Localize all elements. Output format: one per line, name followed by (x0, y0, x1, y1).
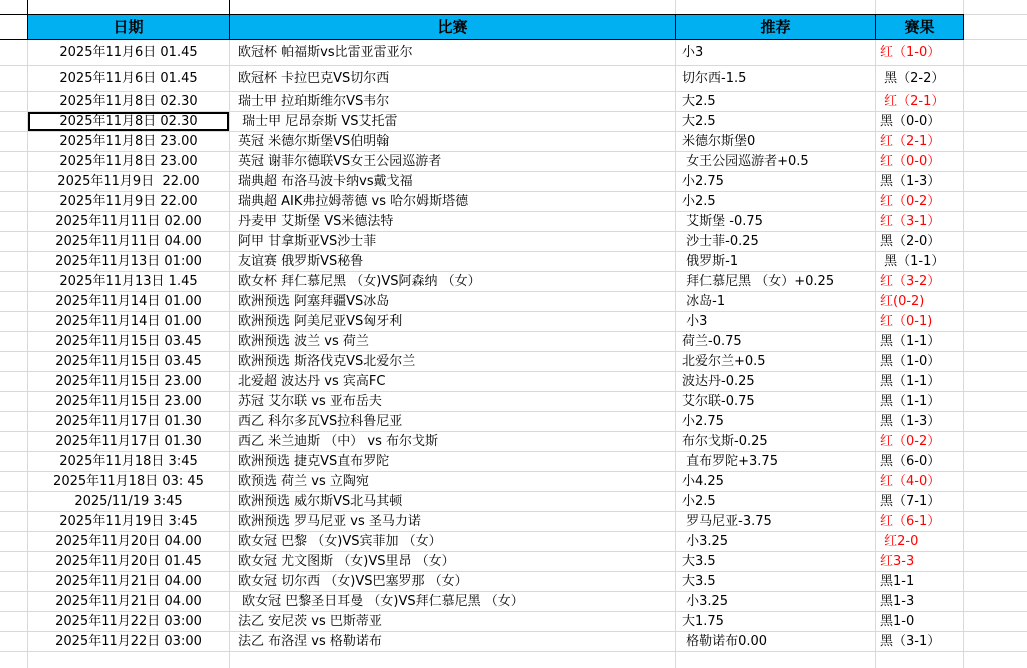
grid-cell (0, 652, 28, 668)
table-row (0, 452, 1027, 472)
row-margin-cell[interactable] (0, 212, 28, 232)
result-cell[interactable]: 黑（1-1） (876, 252, 964, 272)
result-cell[interactable]: 红（1-0） (876, 40, 964, 66)
grid-cell (964, 652, 1027, 668)
match-cell[interactable]: 瑞典超 AIK弗拉姆蒂德 vs 哈尔姆斯塔德 (230, 192, 676, 212)
match-cell[interactable]: 欧女冠 巴黎 （女)VS宾菲加 （女） (230, 532, 676, 552)
row-margin-cell[interactable] (0, 532, 28, 552)
empty-cell[interactable] (964, 152, 1027, 172)
empty-cell[interactable] (964, 452, 1027, 472)
match-cell[interactable]: 欧洲预选 捷克VS直布罗陀 (230, 452, 676, 472)
row-margin-cell[interactable] (0, 612, 28, 632)
date-cell[interactable]: 2025年11月22日 03:00 (28, 612, 230, 632)
date-cell[interactable]: 2025年11月9日 22.00 (28, 172, 230, 192)
date-cell[interactable]: 2025年11月20日 01.45 (28, 552, 230, 572)
row-margin-cell[interactable] (0, 312, 28, 332)
corner-header-cell[interactable] (0, 14, 28, 40)
empty-cell[interactable] (964, 392, 1027, 412)
grid-cell (876, 0, 964, 14)
date-cell[interactable]: 2025年11月17日 01.30 (28, 432, 230, 452)
empty-cell[interactable] (964, 352, 1027, 372)
recommend-cell[interactable]: 小2.5 (676, 492, 876, 512)
result-cell[interactable]: 黑1-1 (876, 572, 964, 592)
recommend-cell[interactable]: 冰岛-1 (676, 292, 876, 312)
table-row (0, 212, 1027, 232)
row-margin-cell[interactable] (0, 432, 28, 452)
date-cell[interactable]: 2025年11月17日 01.30 (28, 412, 230, 432)
grid-cell (230, 0, 676, 14)
date-cell[interactable]: 2025年11月21日 04.00 (28, 572, 230, 592)
recommend-cell[interactable]: 艾尔联-0.75 (676, 392, 876, 412)
recommend-cell[interactable]: 布尔戈斯-0.25 (676, 432, 876, 452)
match-cell[interactable]: 欧洲预选 阿塞拜疆VS冰岛 (230, 292, 676, 312)
match-cell[interactable]: 阿甲 甘拿斯亚VS沙士菲 (230, 232, 676, 252)
recommend-cell[interactable]: 沙士菲-0.25 (676, 232, 876, 252)
header-match[interactable]: 比赛 (230, 14, 676, 40)
row-margin-cell[interactable] (0, 352, 28, 372)
recommend-cell[interactable]: 女王公园巡游者+0.5 (676, 152, 876, 172)
empty-cell[interactable] (964, 632, 1027, 652)
date-cell[interactable]: 2025年11月13日 01:00 (28, 252, 230, 272)
match-cell[interactable]: 欧女杯 拜仁慕尼黑 （女)VS阿森纳 （女） (230, 272, 676, 292)
table-row (0, 66, 1027, 92)
result-cell[interactable]: 红（3-2） (876, 272, 964, 292)
date-cell[interactable]: 2025年11月15日 23.00 (28, 392, 230, 412)
match-cell[interactable]: 欧冠杯 帕福斯vs比雷亚雷亚尔 (230, 40, 676, 66)
empty-cell[interactable] (964, 512, 1027, 532)
match-cell[interactable]: 瑞典超 布洛马波卡纳vs戴戈福 (230, 172, 676, 192)
row-margin-cell[interactable] (0, 492, 28, 512)
recommend-cell[interactable]: 直布罗陀+3.75 (676, 452, 876, 472)
date-cell[interactable]: 2025年11月18日 3:45 (28, 452, 230, 472)
row-margin-cell[interactable] (0, 40, 28, 66)
result-cell[interactable]: 黑（1-3） (876, 412, 964, 432)
row-margin-cell[interactable] (0, 452, 28, 472)
match-cell[interactable]: 欧女冠 尤文图斯 （女)VS里昂 （女） (230, 552, 676, 572)
table-row (0, 192, 1027, 212)
header-recommend[interactable]: 推荐 (676, 14, 876, 40)
empty-cell[interactable] (964, 112, 1027, 132)
match-cell[interactable]: 瑞士甲 尼昂奈斯 VS艾托雷 (230, 112, 676, 132)
table-row (0, 132, 1027, 152)
recommend-cell[interactable]: 小3.25 (676, 532, 876, 552)
row-margin-cell[interactable] (0, 412, 28, 432)
match-cell[interactable]: 欧洲预选 波兰 vs 荷兰 (230, 332, 676, 352)
empty-cell[interactable] (964, 432, 1027, 452)
result-cell[interactable]: 红（4-0） (876, 472, 964, 492)
date-cell[interactable]: 2025年11月6日 01.45 (28, 66, 230, 92)
result-cell[interactable]: 黑（1-1） (876, 392, 964, 412)
row-margin-cell[interactable] (0, 132, 28, 152)
grid-cell (28, 0, 230, 14)
recommend-cell[interactable]: 小3.25 (676, 592, 876, 612)
row-margin-cell[interactable] (0, 392, 28, 412)
result-cell[interactable]: 红（0-2） (876, 192, 964, 212)
row-margin-cell[interactable] (0, 552, 28, 572)
recommend-cell[interactable]: 大3.5 (676, 572, 876, 592)
row-margin-cell[interactable] (0, 232, 28, 252)
date-cell[interactable]: 2025年11月6日 01.45 (28, 40, 230, 66)
table-row (0, 252, 1027, 272)
recommend-cell[interactable]: 艾斯堡 -0.75 (676, 212, 876, 232)
recommend-cell[interactable]: 大2.5 (676, 92, 876, 112)
recommend-cell[interactable]: 小4.25 (676, 472, 876, 492)
empty-cell[interactable] (964, 332, 1027, 352)
match-cell[interactable]: 瑞士甲 拉珀斯维尔VS韦尔 (230, 92, 676, 112)
recommend-cell[interactable]: 荷兰-0.75 (676, 332, 876, 352)
table-row (0, 272, 1027, 292)
empty-cell[interactable] (964, 272, 1027, 292)
row-margin-cell[interactable] (0, 372, 28, 392)
recommend-cell[interactable]: 大1.75 (676, 612, 876, 632)
result-cell[interactable]: 红（2-1） (876, 92, 964, 112)
bottom-partial-row (0, 652, 1027, 668)
empty-cell[interactable] (964, 192, 1027, 212)
result-cell[interactable]: 黑（1-1） (876, 372, 964, 392)
table-row (0, 40, 1027, 66)
empty-cell[interactable] (964, 612, 1027, 632)
date-cell[interactable]: 2025年11月14日 01.00 (28, 312, 230, 332)
result-cell[interactable]: 黑（1-0） (876, 352, 964, 372)
grid-cell (0, 0, 28, 14)
header-date[interactable]: 日期 (28, 14, 230, 40)
table-row (0, 632, 1027, 652)
result-cell[interactable]: 黑（2-2） (876, 66, 964, 92)
match-cell[interactable]: 欧预选 荷兰 vs 立陶宛 (230, 472, 676, 492)
result-cell[interactable]: 黑（1-1） (876, 332, 964, 352)
header-empty-cell (964, 14, 1027, 40)
empty-cell[interactable] (964, 372, 1027, 392)
date-cell[interactable]: 2025年11月22日 03:00 (28, 632, 230, 652)
table-row (0, 392, 1027, 412)
empty-cell[interactable] (964, 252, 1027, 272)
row-margin-cell[interactable] (0, 172, 28, 192)
result-cell[interactable]: 红（0-1) (876, 312, 964, 332)
empty-cell[interactable] (964, 92, 1027, 112)
recommend-cell[interactable]: 俄罗斯-1 (676, 252, 876, 272)
result-cell[interactable]: 红（0-2） (876, 432, 964, 452)
table-row (0, 492, 1027, 512)
row-margin-cell[interactable] (0, 272, 28, 292)
row-margin-cell[interactable] (0, 66, 28, 92)
row-margin-cell[interactable] (0, 292, 28, 312)
row-margin-cell[interactable] (0, 572, 28, 592)
recommend-cell[interactable]: 罗马尼亚-3.75 (676, 512, 876, 532)
empty-cell[interactable] (964, 232, 1027, 252)
match-cell[interactable]: 友谊赛 俄罗斯VS秘鲁 (230, 252, 676, 272)
empty-cell[interactable] (964, 412, 1027, 432)
recommend-cell[interactable]: 小2.5 (676, 192, 876, 212)
result-cell[interactable]: 红2-0 (876, 532, 964, 552)
date-cell[interactable]: 2025年11月9日 22.00 (28, 192, 230, 212)
result-cell[interactable]: 红(0-2) (876, 292, 964, 312)
empty-cell[interactable] (964, 472, 1027, 492)
recommend-cell[interactable]: 小2.75 (676, 172, 876, 192)
table-row (0, 112, 1027, 132)
table-row (0, 372, 1027, 392)
match-cell[interactable]: 欧洲预选 罗马尼亚 vs 圣马力诺 (230, 512, 676, 532)
empty-cell[interactable] (964, 572, 1027, 592)
empty-cell[interactable] (964, 172, 1027, 192)
date-cell[interactable]: 2025/11/19 3:45 (28, 492, 230, 512)
match-cell[interactable]: 北爱超 波达丹 vs 宾高FC (230, 372, 676, 392)
date-cell[interactable]: 2025年11月8日 02.30 (28, 112, 230, 132)
result-cell[interactable]: 黑1-0 (876, 612, 964, 632)
empty-cell[interactable] (964, 132, 1027, 152)
table-row (0, 292, 1027, 312)
date-cell[interactable]: 2025年11月8日 02.30 (28, 92, 230, 112)
table-row (0, 612, 1027, 632)
empty-cell[interactable] (964, 66, 1027, 92)
top-partial-row (0, 0, 1027, 14)
row-margin-cell[interactable] (0, 92, 28, 112)
date-cell[interactable]: 2025年11月8日 23.00 (28, 132, 230, 152)
table-row (0, 92, 1027, 112)
row-margin-cell[interactable] (0, 632, 28, 652)
result-cell[interactable]: 黑（2-0） (876, 232, 964, 252)
match-cell[interactable]: 法乙 布洛涅 vs 格勒诺布 (230, 632, 676, 652)
empty-cell[interactable] (964, 532, 1027, 552)
grid-cell (230, 652, 676, 668)
table-row (0, 172, 1027, 192)
empty-cell[interactable] (964, 592, 1027, 612)
result-cell[interactable]: 黑（7-1） (876, 492, 964, 512)
grid-cell (676, 652, 876, 668)
empty-cell[interactable] (964, 552, 1027, 572)
recommend-cell[interactable]: 米德尔斯堡0 (676, 132, 876, 152)
match-cell[interactable]: 法乙 安尼茨 vs 巴斯蒂亚 (230, 612, 676, 632)
date-cell[interactable]: 2025年11月19日 3:45 (28, 512, 230, 532)
table-row (0, 412, 1027, 432)
table-body (0, 40, 1027, 652)
table-row (0, 332, 1027, 352)
recommend-cell[interactable]: 北爱尔兰+0.5 (676, 352, 876, 372)
table-row (0, 432, 1027, 452)
result-cell[interactable]: 红（3-1） (876, 212, 964, 232)
date-cell[interactable]: 2025年11月21日 04.00 (28, 592, 230, 612)
result-cell[interactable]: 红（2-1） (876, 132, 964, 152)
result-cell[interactable]: 黑（6-0） (876, 452, 964, 472)
match-cell[interactable]: 欧冠杯 卡拉巴克VS切尔西 (230, 66, 676, 92)
table-row (0, 232, 1027, 252)
table-row (0, 312, 1027, 332)
empty-cell[interactable] (964, 312, 1027, 332)
match-cell[interactable]: 欧女冠 巴黎圣日耳曼 （女)VS拜仁慕尼黑 （女） (230, 592, 676, 612)
recommend-cell[interactable]: 小2.75 (676, 412, 876, 432)
grid-cell (676, 0, 876, 14)
date-cell[interactable]: 2025年11月15日 03.45 (28, 352, 230, 372)
row-margin-cell[interactable] (0, 472, 28, 492)
empty-cell[interactable] (964, 492, 1027, 512)
match-cell[interactable]: 欧洲预选 阿美尼亚VS匈牙利 (230, 312, 676, 332)
result-cell[interactable]: 红3-3 (876, 552, 964, 572)
match-cell[interactable]: 英冠 谢菲尔德联VS女王公园巡游者 (230, 152, 676, 172)
recommend-cell[interactable]: 大3.5 (676, 552, 876, 572)
date-cell[interactable]: 2025年11月11日 02.00 (28, 212, 230, 232)
result-cell[interactable]: 黑（0-0） (876, 112, 964, 132)
match-cell[interactable]: 西乙 科尔多瓦VS拉科鲁尼亚 (230, 412, 676, 432)
date-cell[interactable]: 2025年11月15日 23.00 (28, 372, 230, 392)
date-cell[interactable]: 2025年11月20日 04.00 (28, 532, 230, 552)
result-cell[interactable]: 黑1-3 (876, 592, 964, 612)
match-cell[interactable]: 丹麦甲 艾斯堡 VS米德法特 (230, 212, 676, 232)
row-margin-cell[interactable] (0, 592, 28, 612)
recommend-cell[interactable]: 格勒诺布0.00 (676, 632, 876, 652)
row-margin-cell[interactable] (0, 192, 28, 212)
date-cell[interactable]: 2025年11月8日 23.00 (28, 152, 230, 172)
date-cell[interactable]: 2025年11月14日 01.00 (28, 292, 230, 312)
recommend-cell[interactable]: 拜仁慕尼黑 （女）+0.25 (676, 272, 876, 292)
recommend-cell[interactable]: 小3 (676, 40, 876, 66)
table-row (0, 592, 1027, 612)
grid-cell (28, 652, 230, 668)
row-margin-cell[interactable] (0, 112, 28, 132)
grid-cell (964, 0, 1027, 14)
match-cell[interactable]: 西乙 米兰迪斯 （中） vs 布尔戈斯 (230, 432, 676, 452)
empty-cell[interactable] (964, 40, 1027, 66)
table-row (0, 512, 1027, 532)
table-row (0, 152, 1027, 172)
date-cell[interactable]: 2025年11月11日 04.00 (28, 232, 230, 252)
date-cell[interactable]: 2025年11月15日 03.45 (28, 332, 230, 352)
empty-cell[interactable] (964, 292, 1027, 312)
header-result[interactable]: 赛果 (876, 14, 964, 40)
table-row (0, 532, 1027, 552)
empty-cell[interactable] (964, 212, 1027, 232)
row-margin-cell[interactable] (0, 332, 28, 352)
result-cell[interactable]: 黑（3-1） (876, 632, 964, 652)
grid-cell (876, 652, 964, 668)
match-cell[interactable]: 欧洲预选 威尔斯VS北马其顿 (230, 492, 676, 512)
match-cell[interactable]: 英冠 米德尔斯堡VS伯明翰 (230, 132, 676, 152)
table-row (0, 552, 1027, 572)
table-row (0, 572, 1027, 592)
table-row (0, 352, 1027, 372)
row-margin-cell[interactable] (0, 512, 28, 532)
match-cell[interactable]: 苏冠 艾尔联 vs 亚布岳夫 (230, 392, 676, 412)
recommend-cell[interactable]: 波达丹-0.25 (676, 372, 876, 392)
table-row (0, 472, 1027, 492)
row-margin-cell[interactable] (0, 252, 28, 272)
match-cell[interactable]: 欧女冠 切尔西 （女)VS巴塞罗那 （女） (230, 572, 676, 592)
match-cell[interactable]: 欧洲预选 斯洛伐克VS北爱尔兰 (230, 352, 676, 372)
result-cell[interactable]: 红（6-1） (876, 512, 964, 532)
table-header-row (0, 14, 1027, 40)
date-cell[interactable]: 2025年11月18日 03: 45 (28, 472, 230, 492)
recommend-cell[interactable]: 大2.5 (676, 112, 876, 132)
result-cell[interactable]: 黑（1-3） (876, 172, 964, 192)
result-cell[interactable]: 红（0-0） (876, 152, 964, 172)
row-margin-cell[interactable] (0, 152, 28, 172)
recommend-cell[interactable]: 切尔西-1.5 (676, 66, 876, 92)
date-cell[interactable]: 2025年11月13日 1.45 (28, 272, 230, 292)
recommend-cell[interactable]: 小3 (676, 312, 876, 332)
